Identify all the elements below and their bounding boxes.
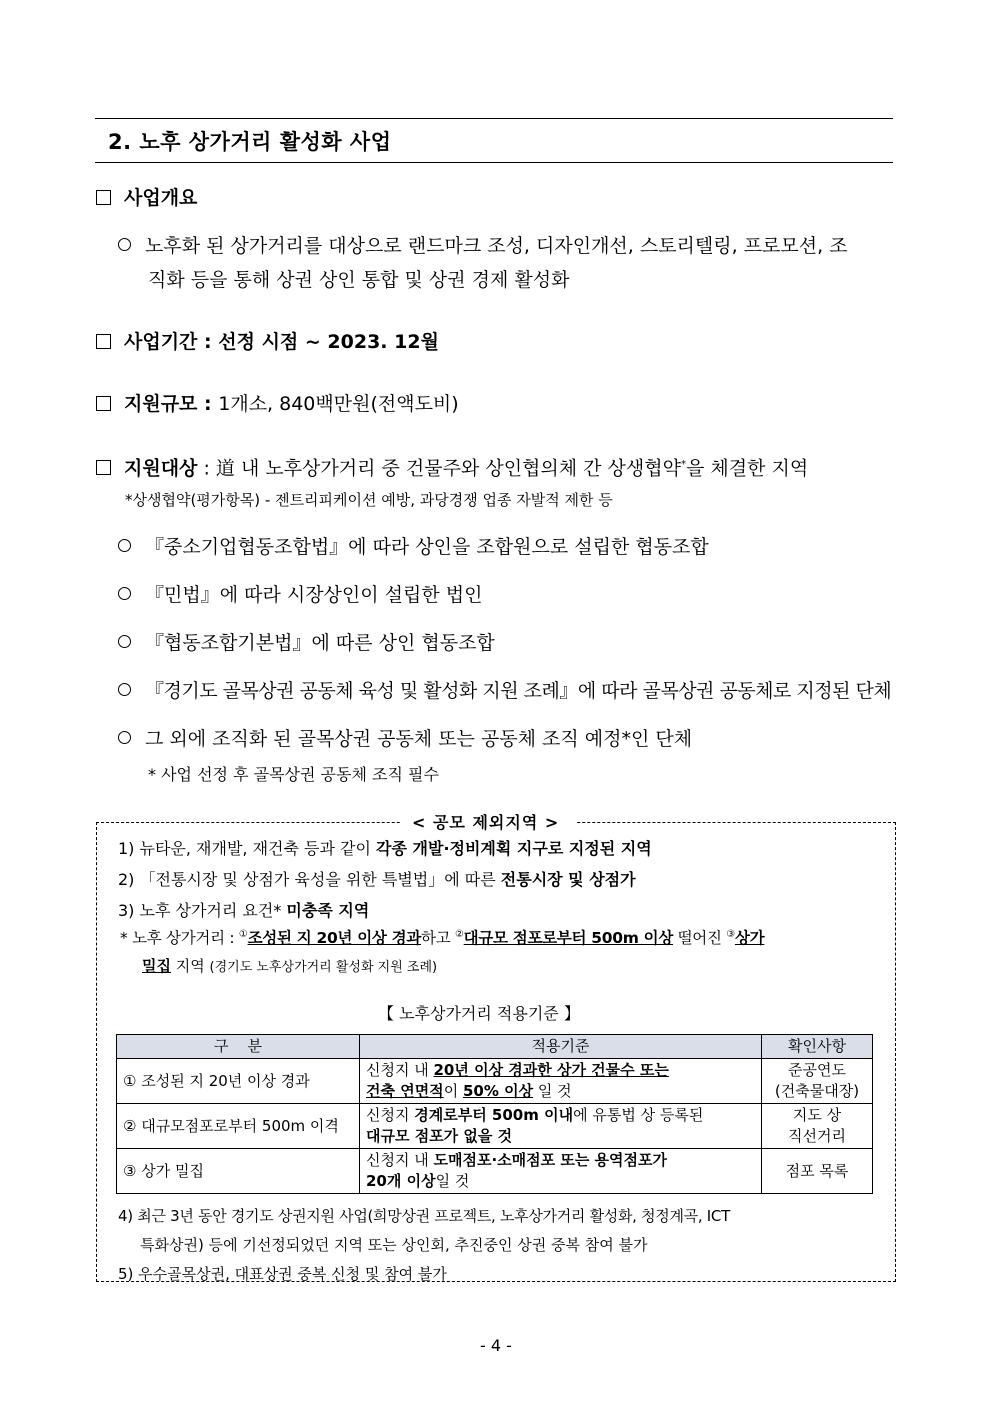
exclusion-item-3: 3) 노후 상가거리 요건* 미충족 지역	[118, 901, 370, 920]
table-cell: ③ 상가 밀집	[117, 1149, 360, 1194]
circle-bullet-icon	[118, 238, 131, 251]
target-item: 『민법』에 따라 시장상인이 설립한 법인	[118, 583, 482, 607]
exclusion-item-4: 4) 최근 3년 동안 경기도 상권지원 사업(희망상권 프로젝트, 노후상가거리 활성화, 청정계곡, ICT	[118, 1207, 730, 1225]
exclusion-item-4-cont: 특화상권) 등에 기선정되었던 지역 또는 상인회, 추진중인 상권 중복 참여 불가	[140, 1236, 648, 1254]
criteria-table	[116, 1034, 873, 1194]
table-row	[117, 1104, 873, 1149]
scale-value: 1개소, 840백만원(전액도비)	[218, 393, 459, 415]
table-header: 적용기준	[360, 1035, 762, 1059]
circle-bullet-icon	[118, 539, 131, 552]
exclusion-definition: * 노후 상가거리 : ①조성된 지 20년 이상 경과하고 ②대규모 점포로부터 500m 이상 떨어진 ③상가	[120, 928, 765, 947]
table-cell: 지도 상 직선거리	[762, 1104, 873, 1149]
table-cell: ② 대규모점포로부터 500m 이격	[117, 1104, 360, 1149]
top-rule	[95, 118, 893, 119]
exclusion-definition-cont: 밀집 지역 (경기도 노후상가거리 활성화 지원 조례)	[142, 957, 438, 975]
table-cell: 신청지 내 도매점포·소매점포 또는 용역점포가 20개 이상일 것	[360, 1149, 762, 1194]
table-header-row	[117, 1035, 873, 1059]
table-cell: 신청지 내 20년 이상 경과한 상가 건물수 또는 건축 연면적이 50% 이상 일 것	[360, 1059, 762, 1104]
overview-item-cont: 직화 등을 통해 상권 상인 통합 및 상권 경제 활성화	[148, 269, 570, 291]
target-item: 『경기도 골목상권 공동체 육성 및 활성화 지원 조례』에 따라 골목상권 공동체로 지정된 단체	[118, 679, 891, 703]
target-item-note: * 사업 선정 후 골목상권 공동체 조직 필수	[148, 765, 439, 784]
exclusion-item-1: 1) 뉴타운, 재개발, 재건축 등과 같이 각종 개발·정비계획 지구로 지정된 지역	[118, 839, 652, 858]
table-header: 확인사항	[762, 1035, 873, 1059]
circle-bullet-icon	[118, 731, 131, 744]
period-heading: 사업기간 : 선정 시점 ~ 2023. 12월	[96, 330, 439, 354]
table-cell: 준공연도 (건축물대장)	[762, 1059, 873, 1104]
exclusion-title: < 공모 제외지역 >	[400, 810, 577, 833]
circle-bullet-icon	[118, 635, 131, 648]
checkbox-square-icon	[96, 460, 111, 475]
checkbox-square-icon	[96, 396, 111, 411]
target-item: 그 외에 조직화 된 골목상권 공동체 또는 공동체 조직 예정*인 단체	[118, 727, 692, 751]
table-header: 구 분	[117, 1035, 360, 1059]
overview-heading: 사업개요	[96, 186, 197, 210]
checkbox-square-icon	[96, 190, 111, 205]
checkbox-square-icon	[96, 334, 111, 349]
page-number: - 4 -	[480, 1336, 512, 1355]
circle-bullet-icon	[118, 587, 131, 600]
table-cell: ① 조성된 지 20년 이상 경과	[117, 1059, 360, 1104]
target-item: 『협동조합기본법』에 따른 상인 협동조합	[118, 631, 495, 655]
target-note: *상생협약(평가항목) - 젠트리피케이션 예방, 과당경쟁 업종 자발적 제한 등	[125, 491, 613, 509]
scale-heading: 지원규모 : 1개소, 840백만원(전액도비)	[96, 392, 459, 416]
table-row	[117, 1059, 873, 1104]
target-item: 『중소기업협동조합법』에 따라 상인을 조합원으로 설립한 협동조합	[118, 535, 709, 559]
title-rule	[95, 162, 893, 163]
overview-item: 노후화 된 상가거리를 대상으로 랜드마크 조성, 디자인개선, 스토리텔링, 프로모션, 조	[118, 234, 848, 258]
target-heading: 지원대상 : 道 내 노후상가거리 중 건물주와 상인협의체 간 상생협약*을 체결한 지역	[96, 453, 808, 480]
table-cell: 신청지 경계로부터 500m 이내에 유통법 상 등록된 대규모 점포가 없을 것	[360, 1104, 762, 1149]
circle-bullet-icon	[118, 683, 131, 696]
criteria-table-title: 【 노후상가거리 적용기준 】	[378, 1004, 580, 1023]
exclusion-item-5: 5) 우수골목상권, 대표상권 중복 신청 및 참여 불가	[118, 1265, 447, 1283]
table-row	[117, 1149, 873, 1194]
exclusion-item-2: 2) 「전통시장 및 상점가 육성을 위한 특별법」에 따른 전통시장 및 상점가	[118, 870, 636, 889]
table-cell: 점포 목록	[762, 1149, 873, 1194]
section-title: 2. 노후 상가거리 활성화 사업	[108, 130, 392, 154]
